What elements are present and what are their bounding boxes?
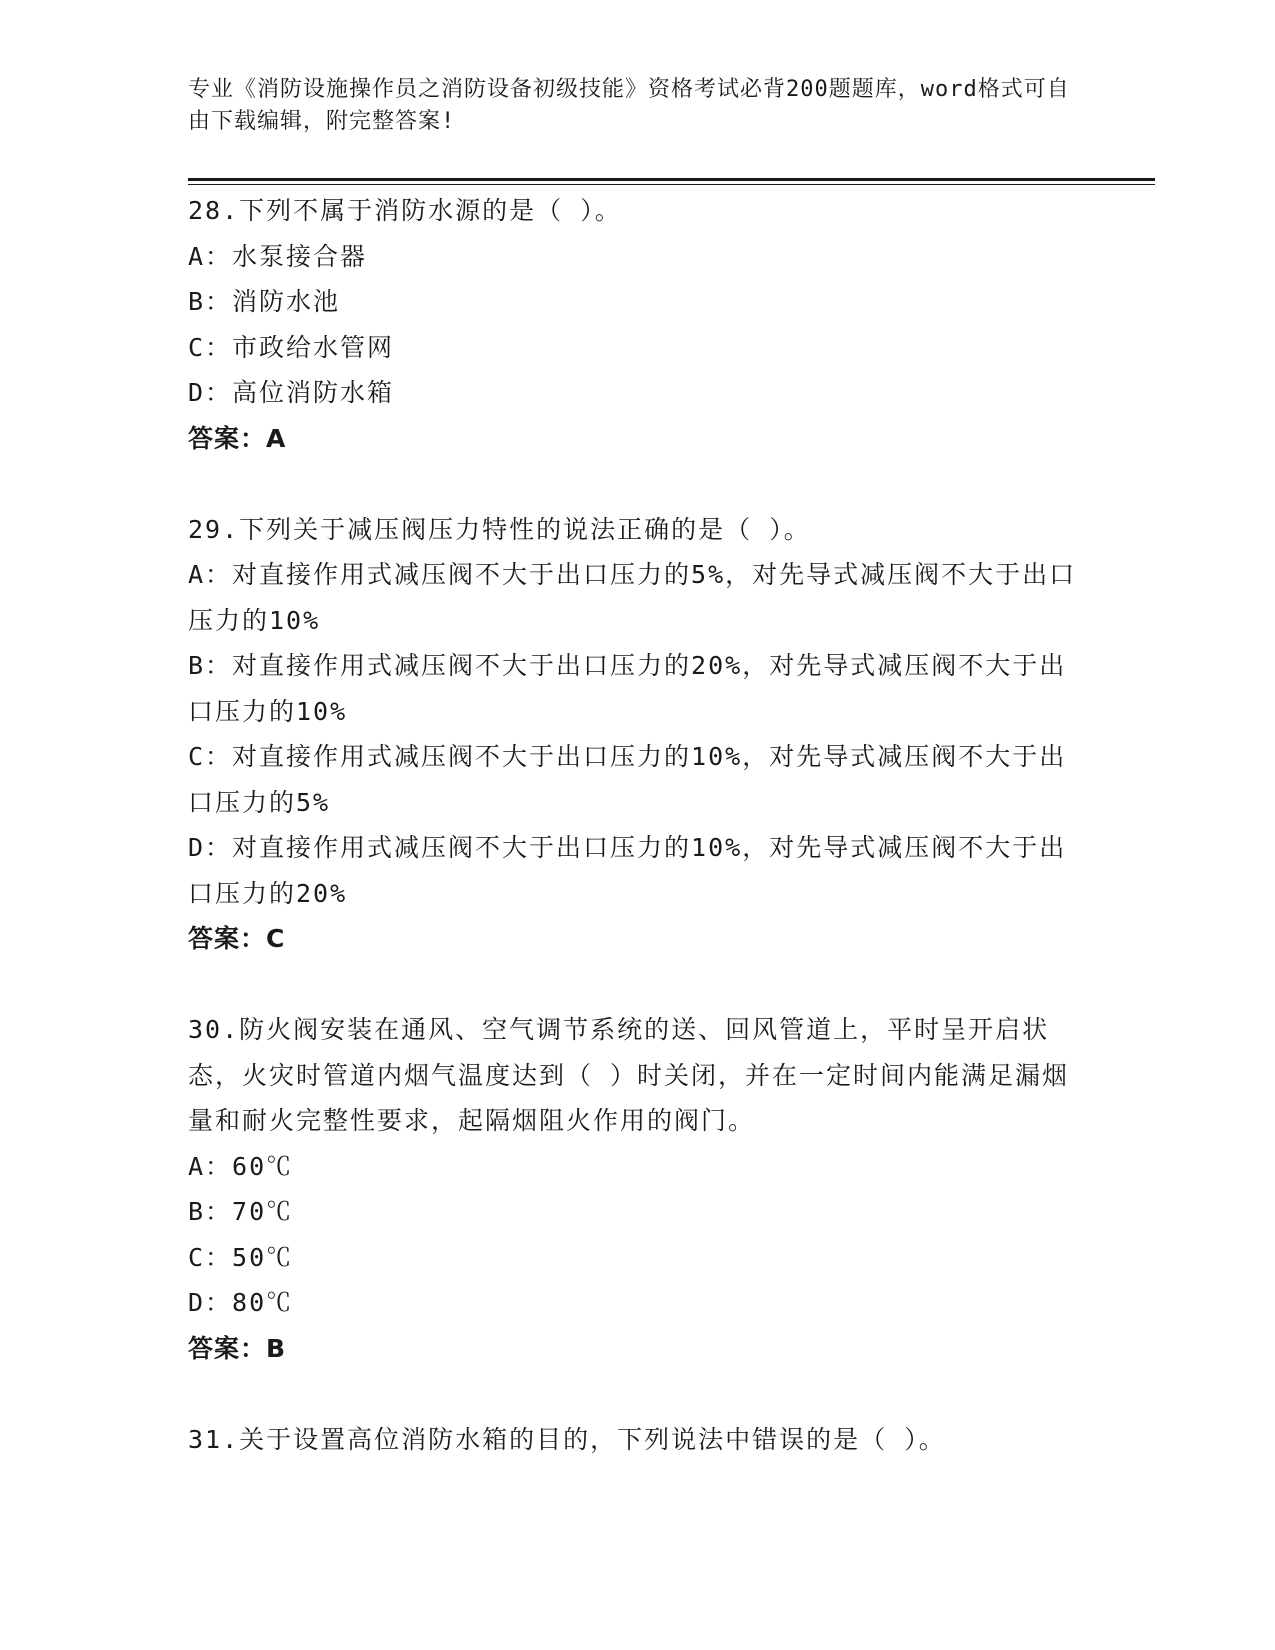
option-a: A：水泵接合器 — [188, 241, 368, 271]
question-text: 28.下列不属于消防水源的是（ ）。 — [188, 196, 622, 225]
question-30 — [188, 1007, 1088, 1371]
header-divider-thin — [188, 184, 1155, 185]
option-b: B：消防水池 — [188, 287, 341, 316]
question-text: 31.关于设置高位消防水箱的目的，下列说法中错误的是（ ）。 — [188, 1424, 946, 1454]
option-d: D：对直接作用式减压阀不大于出口压力的10%，对先导式减压阀不大于出口压力的20% — [188, 833, 1067, 908]
page-header: 专业《消防设施操作员之消防设备初级技能》资格考试必背200题题库，word格式可自由下载编辑，附完整答案! — [188, 77, 1070, 134]
question-31 — [188, 1417, 1088, 1463]
answer: 答案：C — [188, 924, 286, 953]
option-c: C：对直接作用式减压阀不大于出口压力的10%，对先导式减压阀不大于出口压力的5% — [188, 742, 1067, 817]
option-d: D：80℃ — [188, 1288, 294, 1317]
answer: 答案：A — [188, 423, 287, 453]
option-d: D：高位消防水箱 — [188, 378, 395, 407]
option-a: A：对直接作用式减压阀不大于出口压力的5%，对先导式减压阀不大于出口压力的10% — [188, 560, 1077, 635]
question-text: 29.下列关于减压阀压力特性的说法正确的是（ ）。 — [188, 514, 811, 544]
option-c: C：市政给水管网 — [188, 332, 395, 362]
question-list — [188, 188, 1088, 1508]
option-a: A：60℃ — [188, 1151, 294, 1181]
option-b: B：70℃ — [188, 1197, 294, 1226]
question-text: 30.防火阀安装在通风、空气调节系统的送、回风管道上，平时呈开启状态，火灾时管道内烟气温度达到（ ）时关闭，并在一定时间内能满足漏烟量和耐火完整性要求，起隔烟阻火作用的阀门。 — [188, 1015, 1070, 1135]
question-29 — [188, 507, 1088, 962]
option-c: C：50℃ — [188, 1242, 294, 1272]
header-divider-thick — [188, 178, 1155, 181]
question-28 — [188, 188, 1088, 461]
option-b: B：对直接作用式减压阀不大于出口压力的20%，对先导式减压阀不大于出口压力的10% — [188, 651, 1067, 726]
answer: 答案：B — [188, 1333, 287, 1363]
